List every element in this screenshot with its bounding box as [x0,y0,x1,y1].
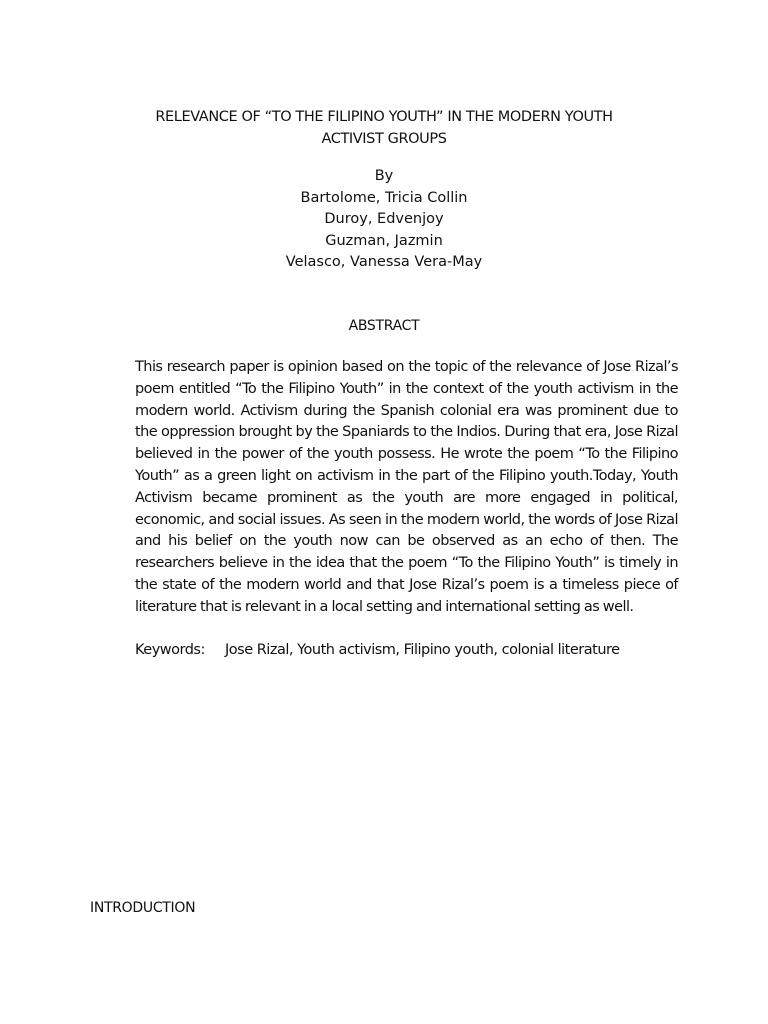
paper-title-line-1: RELEVANCE OF “TO THE FILIPINO YOUTH” IN THE MODERN YOUTH [155,109,613,125]
introduction-heading: INTRODUCTION [90,900,196,916]
keywords-value: Jose Rizal, Youth activism, Filipino youth, colonial literature [225,642,620,658]
author-name: Velasco, Vanessa Vera-May [285,254,483,270]
abstract-body: This research paper is opinion based on the topic of the relevance of Jose Rizal’s poem entitled “To the Filipino Youth” in the context of the youth activism in the modern world. Activism during the Spanish colonial era was prominent due to the oppression brought by the Spaniards to the Indios. During that era, Jose Rizal believed in the power of the youth possess. He wrote the poem “To the Filipino Youth” as a green light on activism in the part of the Filipino youth.Today, Youth Activism became prominent as the youth are more engaged in political, economic, and social issues. As seen in the modern world, the words of Jose Rizal and his belief on the youth now can be observed as an echo of then. The researchers believe in the idea that the poem “To the Filipino Youth” is timely in the state of the modern world and that Jose Rizal’s poem is a timeless piece of literature that is relevant in a local setting and international setting as well. [135,359,678,615]
paper-title [90,106,678,150]
abstract-heading: ABSTRACT [348,318,420,334]
keywords-label: Keywords: [135,642,205,658]
author-name: Guzman, Jazmin [325,232,443,249]
author-name: Bartolome, Tricia Collin [300,189,468,206]
author-name: Duroy, Edvenjoy [324,211,444,227]
author-block [184,166,584,274]
paper-title-line-2: ACTIVIST GROUPS [321,131,447,147]
by-label: By [374,168,394,184]
keywords-line [135,640,695,660]
